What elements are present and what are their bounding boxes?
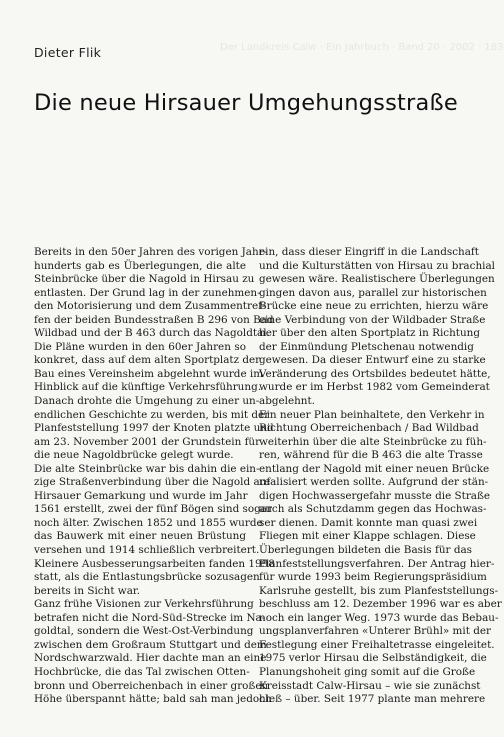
- text-line: her über den alten Sportplatz in Richtung: [259, 327, 480, 340]
- text-line: Fliegen mit einer Klappe schlagen. Diese: [259, 530, 476, 543]
- text-line: Bau eines Vereinsheim abgelehnt wurde im: [34, 367, 264, 380]
- article-title: Die neue Hirsauer Umgehungsstraße: [34, 90, 458, 116]
- text-line: Hirsauer Gemarkung und wurde im Jahr: [34, 489, 248, 502]
- text-line: digen Hochwassergefahr musste die Straße: [259, 489, 491, 502]
- text-line: Die Pläne wurden in den 60er Jahren so: [34, 340, 246, 353]
- text-line: Nordschwarzwald. Hier dachte man an eine: [34, 652, 267, 665]
- text-line: Steinbrücke über die Nagold in Hirsau zu: [34, 273, 255, 286]
- text-line: Festlegung einer Freihaltetrasse eingeleitet.: [259, 638, 495, 651]
- text-line: gingen davon aus, parallel zur historischen: [259, 286, 487, 299]
- text-line: Hochbrücke, die das Tal zwischen Otten-: [34, 665, 250, 678]
- text-line: den Motorisierung und dem Zusammentref-: [34, 300, 266, 313]
- text-line: Planfeststellung 1997 der Knoten platzte und: [34, 422, 274, 435]
- text-line: gewesen wäre. Realistischere Überlegungen: [259, 273, 495, 286]
- text-line: entlasten. Der Grund lag in der zunehmen-: [34, 286, 261, 299]
- column-right: [259, 246, 502, 707]
- text-line: versehen und 1914 schließlich verbreitert.: [34, 544, 260, 557]
- text-line: wurde er im Herbst 1982 vom Gemeinderat: [259, 381, 490, 394]
- text-line: bereits in Sicht war.: [34, 584, 141, 597]
- text-line: abgelehnt.: [259, 395, 315, 408]
- text-line: am 23. November 2001 der Grundstein für: [34, 435, 261, 448]
- text-line: hieß – über. Seit 1977 plante man mehrere: [259, 693, 486, 706]
- text-line: Überlegungen bildeten die Basis für das: [259, 544, 472, 557]
- text-line: Brücke eine neue zu errichten, hierzu wäre: [259, 300, 489, 313]
- text-line: 1561 erstellt, zwei der fünf Bögen sind sogar: [34, 503, 272, 516]
- text-line: Richtung Oberreichenbach / Bad Wildbad: [259, 422, 479, 435]
- author-name: Dieter Flik: [34, 45, 102, 60]
- text-line: eine Verbindung von der Wildbader Straße: [259, 313, 486, 326]
- text-line: Die alte Steinbrücke war bis dahin die ein-: [34, 462, 260, 475]
- text-line: noch ein langer Weg. 1973 wurde das Bebau-: [259, 611, 499, 624]
- text-line: realisiert werden sollte. Aufgrund der stän-: [259, 476, 489, 489]
- text-line: konkret, dass auf dem alten Sportplatz der: [34, 354, 261, 367]
- text-line: ren, während für die B 463 die alte Trasse: [259, 449, 483, 462]
- text-line: der Einmündung Pletschenau notwendig: [259, 340, 474, 353]
- text-line: Kleinere Ausbesserungsarbeiten fanden 1998: [34, 557, 275, 570]
- text-line: und die Kulturstätten von Hirsau zu brachial: [259, 259, 495, 272]
- text-line: ein, dass dieser Eingriff in die Landschaft: [259, 246, 479, 258]
- column-left: [34, 246, 275, 707]
- text-line: bronn und Oberreichenbach in einer großen: [34, 679, 269, 692]
- text-line: 1975 verlor Hirsau die Selbständigkeit, die: [259, 652, 487, 665]
- text-line: Ein neuer Plan beinhaltete, den Verkehr in: [259, 408, 485, 421]
- text-line: Wildbad und der B 463 durch das Nagoldtal.: [34, 327, 270, 340]
- running-header: Der Landkreis Calw · Ein Jahrbuch · Band 20 · 2002 · 183: [220, 42, 504, 53]
- text-line: weiterhin über die alte Steinbrücke zu füh-: [259, 435, 487, 448]
- text-line: statt, als die Entlastungsbrücke sozusagen: [34, 571, 260, 584]
- text-line: beschluss am 12. Dezember 1996 war es aber: [259, 598, 502, 611]
- text-line: entlang der Nagold mit einer neuen Brücke: [259, 462, 490, 475]
- text-line: Planungshoheit ging somit auf die Große: [259, 665, 476, 678]
- text-line: endlichen Geschichte zu werden, bis mit der: [34, 408, 270, 421]
- text-line: Bereits in den 50er Jahren des vorigen Jahr-: [34, 246, 268, 258]
- text-line: Hinblick auf die künftige Verkehrsführung.: [34, 381, 262, 394]
- text-line: Kreisstadt Calw-Hirsau – wie sie zunächst: [259, 679, 481, 692]
- text-line: hunderts gab es Überlegungen, die alte: [34, 259, 246, 272]
- text-line: gewesen. Da dieser Entwurf eine zu starke: [259, 354, 486, 367]
- text-line: Danach drohte die Umgehung zu einer un-: [34, 395, 260, 408]
- text-line: ser dienen. Damit konnte man quasi zwei: [259, 516, 478, 529]
- text-line: zwischen dem Großraum Stuttgart und dem: [34, 638, 267, 651]
- text-line: betrafen nicht die Nord-Süd-Strecke im Na-: [34, 611, 266, 624]
- text-line: Veränderung des Ortsbildes bedeutet hätte,: [259, 367, 491, 380]
- text-line: Karlsruhe gestellt, bis zum Planfeststellungs-: [259, 584, 499, 597]
- text-line: Planfeststellungsverfahren. Der Antrag hier-: [259, 557, 495, 570]
- text-line: auch als Schutzdamm gegen das Hochwas-: [259, 503, 487, 516]
- text-line: zige Straßenverbindung über die Nagold auf: [34, 476, 271, 489]
- text-line: noch älter. Zwischen 1852 und 1855 wurde: [34, 516, 263, 529]
- text-line: ungsplanverfahren «Unterer Brühl» mit der: [259, 625, 491, 638]
- text-line: Höhe überspannt hätte; bald sah man jedoch: [34, 693, 272, 706]
- text-line: fen der beiden Bundesstraßen B 296 von Bad: [34, 313, 274, 326]
- text-line: Ganz frühe Visionen zur Verkehrsführung: [34, 598, 254, 611]
- text-line: die neue Nagoldbrücke gelegt wurde.: [34, 449, 234, 462]
- text-line: das Bauwerk mit einer neuen Brüstung: [34, 530, 246, 543]
- text-line: für wurde 1993 beim Regierungspräsidium: [259, 571, 487, 584]
- text-line: goldtal, sondern die West-Ost-Verbindung: [34, 625, 254, 638]
